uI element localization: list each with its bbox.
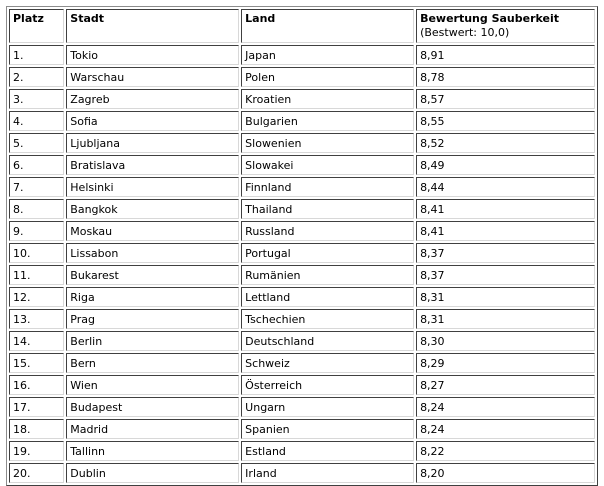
cell-platz: 3.	[9, 89, 64, 109]
cell-stadt: Tokio	[66, 45, 239, 65]
cell-bewertung: 8,49	[416, 155, 595, 175]
table-row	[9, 67, 595, 87]
cell-stadt: Moskau	[66, 221, 239, 241]
cell-bewertung: 8,37	[416, 265, 595, 285]
cell-stadt: Tallinn	[66, 441, 239, 461]
table-row	[9, 375, 595, 395]
cell-platz: 16.	[9, 375, 64, 395]
cell-platz: 9.	[9, 221, 64, 241]
cell-land: Lettland	[241, 287, 414, 307]
cell-land: Russland	[241, 221, 414, 241]
cell-stadt: Prag	[66, 309, 239, 329]
header-bewertung-subtitle: (Bestwert: 10,0)	[420, 26, 510, 39]
cell-platz: 7.	[9, 177, 64, 197]
cell-land: Bulgarien	[241, 111, 414, 131]
cell-platz: 8.	[9, 199, 64, 219]
cell-platz: 15.	[9, 353, 64, 373]
table-row	[9, 397, 595, 417]
cell-land: Irland	[241, 463, 414, 483]
cleanliness-ranking-table	[6, 6, 598, 486]
cell-stadt: Bratislava	[66, 155, 239, 175]
header-bewertung	[416, 9, 595, 43]
table-row	[9, 155, 595, 175]
cell-land: Portugal	[241, 243, 414, 263]
cell-bewertung: 8,55	[416, 111, 595, 131]
cell-bewertung: 8,22	[416, 441, 595, 461]
cell-land: Kroatien	[241, 89, 414, 109]
cell-land: Japan	[241, 45, 414, 65]
cell-bewertung: 8,52	[416, 133, 595, 153]
cell-bewertung: 8,41	[416, 221, 595, 241]
cell-platz: 2.	[9, 67, 64, 87]
cell-stadt: Zagreb	[66, 89, 239, 109]
cell-stadt: Madrid	[66, 419, 239, 439]
cell-land: Rumänien	[241, 265, 414, 285]
table-row	[9, 45, 595, 65]
table-row	[9, 243, 595, 263]
cell-land: Österreich	[241, 375, 414, 395]
cell-platz: 19.	[9, 441, 64, 461]
cell-stadt: Lissabon	[66, 243, 239, 263]
cell-stadt: Bern	[66, 353, 239, 373]
cell-bewertung: 8,24	[416, 419, 595, 439]
cell-bewertung: 8,57	[416, 89, 595, 109]
cell-stadt: Berlin	[66, 331, 239, 351]
table-row	[9, 441, 595, 461]
table-body	[9, 45, 595, 483]
cell-land: Spanien	[241, 419, 414, 439]
cell-stadt: Warschau	[66, 67, 239, 87]
cell-bewertung: 8,27	[416, 375, 595, 395]
cell-bewertung: 8,20	[416, 463, 595, 483]
table-row	[9, 111, 595, 131]
cell-platz: 12.	[9, 287, 64, 307]
cell-bewertung: 8,44	[416, 177, 595, 197]
cell-land: Slowakei	[241, 155, 414, 175]
cell-bewertung: 8,78	[416, 67, 595, 87]
cell-stadt: Helsinki	[66, 177, 239, 197]
cell-land: Slowenien	[241, 133, 414, 153]
table-row	[9, 331, 595, 351]
cell-platz: 14.	[9, 331, 64, 351]
cell-stadt: Riga	[66, 287, 239, 307]
cell-stadt: Ljubljana	[66, 133, 239, 153]
table-row	[9, 265, 595, 285]
table-row	[9, 287, 595, 307]
cell-bewertung: 8,31	[416, 309, 595, 329]
cell-platz: 17.	[9, 397, 64, 417]
cell-platz: 6.	[9, 155, 64, 175]
cell-bewertung: 8,24	[416, 397, 595, 417]
table-row	[9, 463, 595, 483]
cell-bewertung: 8,31	[416, 287, 595, 307]
cell-platz: 1.	[9, 45, 64, 65]
table-row	[9, 199, 595, 219]
cell-bewertung: 8,29	[416, 353, 595, 373]
cell-land: Finnland	[241, 177, 414, 197]
table-row	[9, 353, 595, 373]
cell-land: Tschechien	[241, 309, 414, 329]
cell-stadt: Bukarest	[66, 265, 239, 285]
cell-platz: 18.	[9, 419, 64, 439]
table-header-row	[9, 9, 595, 43]
cell-stadt: Sofia	[66, 111, 239, 131]
table-row	[9, 133, 595, 153]
cell-stadt: Budapest	[66, 397, 239, 417]
cell-platz: 20.	[9, 463, 64, 483]
header-stadt: Stadt	[66, 9, 239, 43]
cell-platz: 11.	[9, 265, 64, 285]
cell-platz: 10.	[9, 243, 64, 263]
cell-stadt: Bangkok	[66, 199, 239, 219]
cell-land: Polen	[241, 67, 414, 87]
cell-stadt: Wien	[66, 375, 239, 395]
cell-land: Ungarn	[241, 397, 414, 417]
table-row	[9, 89, 595, 109]
table-row	[9, 177, 595, 197]
cell-land: Schweiz	[241, 353, 414, 373]
table-row	[9, 309, 595, 329]
cell-bewertung: 8,37	[416, 243, 595, 263]
cell-bewertung: 8,91	[416, 45, 595, 65]
table-row	[9, 419, 595, 439]
cell-land: Estland	[241, 441, 414, 461]
header-bewertung-title: Bewertung Sauberkeit	[420, 12, 560, 25]
cell-stadt: Dublin	[66, 463, 239, 483]
cell-land: Deutschland	[241, 331, 414, 351]
cell-platz: 4.	[9, 111, 64, 131]
header-land: Land	[241, 9, 414, 43]
cell-bewertung: 8,41	[416, 199, 595, 219]
table-row	[9, 221, 595, 241]
cell-bewertung: 8,30	[416, 331, 595, 351]
cell-platz: 13.	[9, 309, 64, 329]
cell-platz: 5.	[9, 133, 64, 153]
header-platz: Platz	[9, 9, 64, 43]
cell-land: Thailand	[241, 199, 414, 219]
